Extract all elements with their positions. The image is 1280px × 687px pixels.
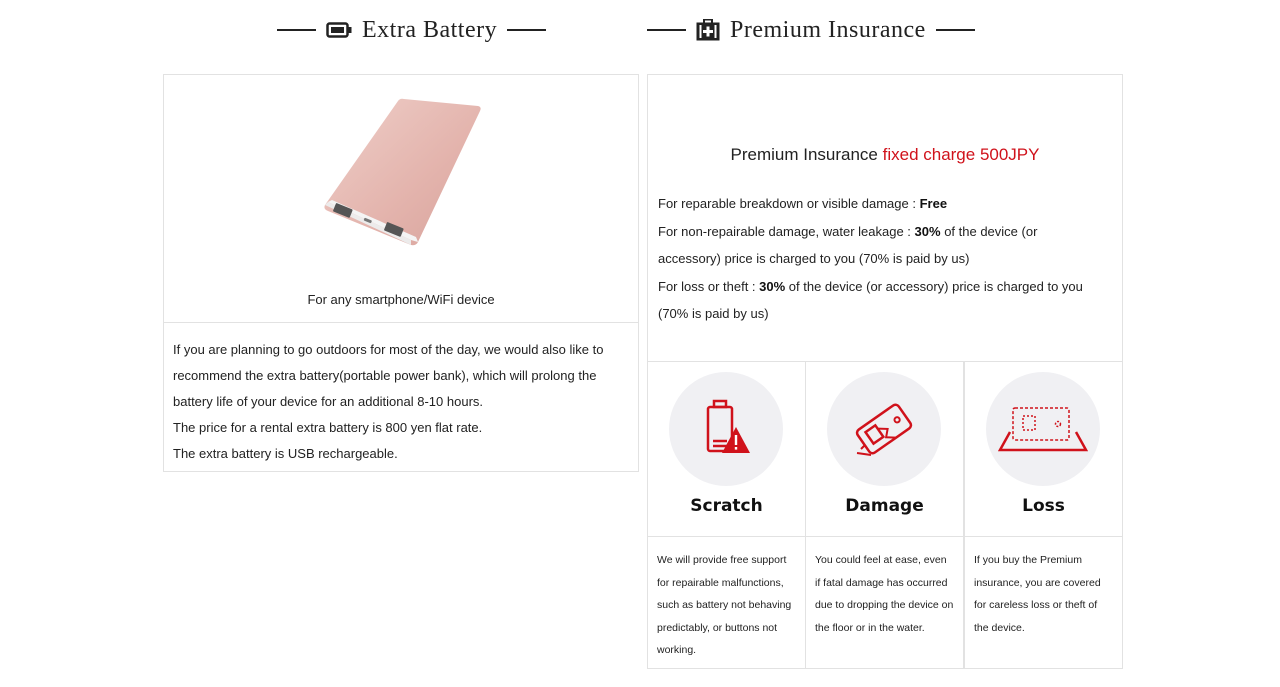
damage-description: You could feel at ease, even if fatal damage has occurred due to dropping the device on the floor or in the water. bbox=[815, 554, 954, 634]
scratch-label: Scratch bbox=[690, 496, 763, 516]
insurance-heading-label: Premium Insurance bbox=[730, 145, 878, 164]
insurance-term-repairable: For reparable breakdown or visible damage : Free bbox=[658, 196, 948, 211]
first-aid-kit-icon bbox=[696, 19, 720, 41]
insurance-panel bbox=[647, 74, 1123, 362]
battery-description-panel bbox=[163, 322, 639, 472]
insurance-heading-price: fixed charge 500JPY bbox=[882, 145, 1040, 164]
title-rule-left bbox=[277, 29, 316, 31]
extra-battery-title-text: Extra Battery bbox=[362, 16, 498, 43]
damage-description-card bbox=[805, 536, 964, 669]
battery-warning-icon bbox=[696, 397, 756, 461]
insurance-heading bbox=[648, 145, 1122, 165]
premium-insurance-title-text: Premium Insurance bbox=[730, 16, 926, 43]
insurance-term-non-repairable: For non-repairable damage, water leakage : 30% of the device (or accessory) price is charged to you (70% is paid by us) bbox=[658, 223, 1038, 266]
lost-device-icon bbox=[998, 404, 1088, 454]
battery-charge-line: The extra battery is USB rechargeable. bbox=[173, 446, 398, 461]
percent-value: 30% bbox=[759, 278, 786, 294]
scratch-description: We will provide free support for repairable malfunctions, such as battery not behaving predictably, or buttons not working. bbox=[657, 554, 792, 656]
damage-icon-circle bbox=[827, 372, 941, 486]
free-value: Free bbox=[919, 196, 948, 211]
battery-paragraph: If you are planning to go outdoors for most of the day, we would also like to recommend the extra battery(portable power bank), which will prolong the battery life of your device for an additional 8-10 hours. bbox=[173, 342, 604, 409]
damage-card bbox=[805, 361, 964, 537]
title-rule-left bbox=[647, 29, 686, 31]
loss-description-card bbox=[964, 536, 1123, 669]
loss-label: Loss bbox=[1022, 496, 1065, 516]
power-bank-image bbox=[318, 94, 488, 254]
battery-price-line: The price for a rental extra battery is 800 yen flat rate. bbox=[173, 420, 483, 435]
broken-phone-icon bbox=[851, 399, 917, 459]
insurance-terms bbox=[658, 190, 1102, 328]
title-rule-right bbox=[507, 29, 546, 31]
insurance-term-loss: For loss or theft : 30% of the device (or accessory) price is charged to you (70% is paid by us) bbox=[658, 278, 1083, 321]
loss-icon-circle bbox=[986, 372, 1100, 486]
scratch-description-card bbox=[647, 536, 806, 669]
damage-label: Damage bbox=[845, 496, 924, 516]
extra-battery-title bbox=[277, 14, 546, 46]
loss-card bbox=[964, 361, 1123, 537]
percent-value: 30% bbox=[914, 223, 941, 239]
premium-insurance-title bbox=[647, 14, 975, 46]
battery-caption: For any smartphone/WiFi device bbox=[307, 292, 495, 307]
loss-description: If you buy the Premium insurance, you are covered for careless loss or theft of the device. bbox=[974, 554, 1101, 634]
title-rule-right bbox=[936, 29, 975, 31]
battery-icon bbox=[326, 22, 352, 38]
scratch-card bbox=[647, 361, 806, 537]
scratch-icon-circle bbox=[669, 372, 783, 486]
